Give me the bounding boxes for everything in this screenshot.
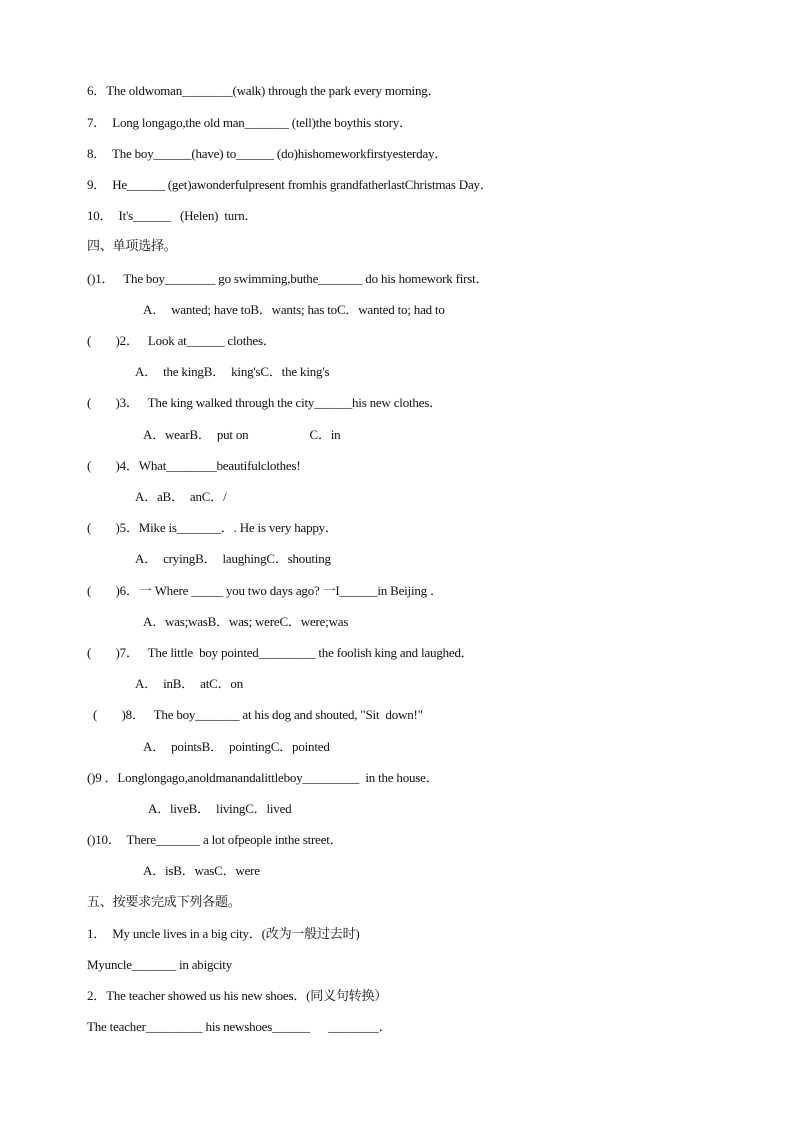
mc-options-3: A．wearB． put on C．in: [143, 427, 341, 442]
mc-options-5: A． cryingB． laughingC．shouting: [135, 551, 331, 566]
question-9-get: 9． He______ (get)awonderfulpresent fromhis grandfatherlastChristmas Day．: [87, 177, 493, 192]
mc-options-1: A． wanted; have toB．wants; has toC．wanted to; had to: [143, 302, 445, 317]
mc-options-6: A．was;wasB．was; wereC．were;was: [143, 614, 349, 629]
mc-options-4: A．aB． anC．/: [135, 489, 227, 504]
mc-question-6: ( )6．一 Where _____ you two days ago? 一I______in Beijing ．: [87, 583, 443, 598]
section-4-heading: 四、单项选择。: [87, 239, 177, 254]
task-1-prompt: 1． My uncle lives in a big city．(改为一般过去时): [87, 926, 360, 941]
question-7-tell: 7． Long longago,the old man_______ (tell)the boythis story．: [87, 115, 412, 130]
mc-question-10: ()10． There_______ a lot ofpeople inthe street．: [87, 832, 343, 847]
mc-options-10: A．isB．wasC．were: [143, 863, 260, 878]
task-2-prompt: 2．The teacher showed us his new shoes．(同义句转换）: [87, 988, 388, 1003]
mc-question-9: ()9 ．Longlongago,anoldmanandalittleboy_________ in the house．: [87, 770, 439, 785]
mc-question-4: ( )4．What________beautifulclothes!: [87, 458, 301, 473]
question-6-walk: 6．The oldwoman________(walk) through the park every morning．: [87, 83, 441, 98]
task-2-answer-line: The teacher_________ his newshoes______ ________．: [87, 1019, 392, 1034]
mc-question-5: ( )5．Mike is_______．. He is very happy．: [87, 520, 338, 535]
task-1-answer-line: Myuncle_______ in abigcity: [87, 957, 232, 972]
mc-options-7: A． inB． atC．on: [135, 676, 244, 691]
mc-options-8: A． pointsB． pointingC．pointed: [143, 739, 330, 754]
mc-options-9: A．liveB． livingC．lived: [148, 801, 292, 816]
mc-question-8: ( )8． The boy_______ at his dog and shouted, "Sit down!": [93, 707, 423, 722]
mc-question-1: ()1． The boy________ go swimming,buthe_______ do his homework first．: [87, 271, 489, 286]
section-5-heading: 五、按要求完成下列各题。: [87, 895, 241, 910]
mc-question-3: ( )3． The king walked through the city______his new clothes．: [87, 395, 442, 410]
mc-question-2: ( )2． Look at______ clothes．: [87, 333, 276, 348]
question-10-helen: 10． It's______ (Helen) turn．: [87, 208, 258, 223]
mc-question-7: ( )7． The little boy pointed_________ the foolish king and laughed．: [87, 645, 474, 660]
question-8-have-do: 8． The boy______(have) to______ (do)hishomeworkfirstyesterday．: [87, 146, 448, 161]
mc-options-2: A． the kingB． king'sC．the king's: [135, 364, 330, 379]
